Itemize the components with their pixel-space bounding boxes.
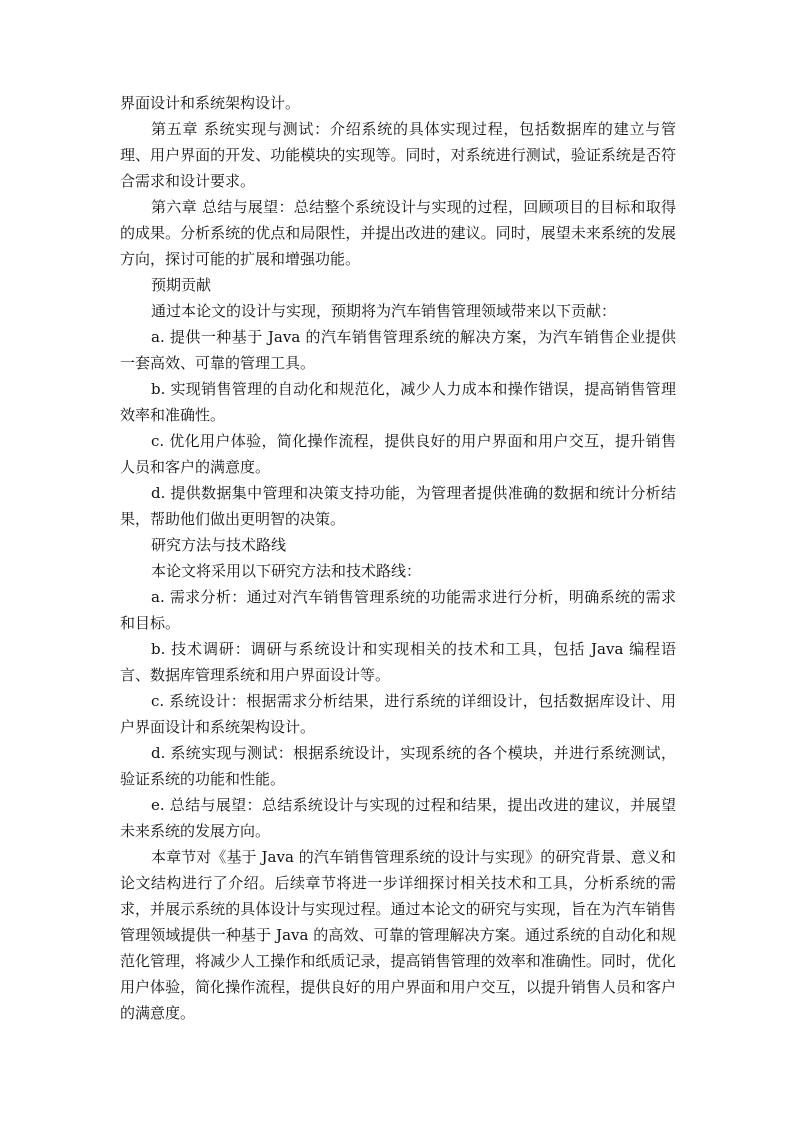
paragraph-chapter-five: 第五章 系统实现与测试：介绍系统的具体实现过程，包括数据库的建立与管理、用户界面的开发、功能模块的实现等。同时，对系统进行测试，验证系统是否符合需求和设计要求。 (120, 120, 676, 190)
list-item-contribution-d: d. 提供数据集中管理和决策支持功能，为管理者提供准确的数据和统计分析结果，帮助他们做出更明智的决策。 (120, 484, 676, 528)
list-item-contribution-c: c. 优化用户体验，简化操作流程，提供良好的用户界面和用户交互，提升销售人员和客户的满意度。 (120, 432, 676, 476)
list-item-contribution-b: b. 实现销售管理的自动化和规范化，减少人力成本和操作错误，提高销售管理效率和准确性。 (120, 380, 676, 424)
paragraph-contributions-intro: 通过本论文的设计与实现，预期将为汽车销售管理领域带来以下贡献： (151, 302, 617, 320)
paragraph-continuation: 界面设计和系统架构设计。 (120, 94, 301, 112)
list-item-contribution-a: a. 提供一种基于 Java 的汽车销售管理系统的解决方案，为汽车销售企业提供一套高效、可靠的管理工具。 (120, 328, 676, 372)
list-item-method-e: e. 总结与展望：总结系统设计与实现的过程和结果，提出改进的建议，并展望未来系统的发展方向。 (120, 796, 676, 840)
list-item-method-c: c. 系统设计：根据需求分析结果，进行系统的详细设计，包括数据库设计、用户界面设计和系统架构设计。 (120, 692, 676, 736)
list-item-method-d: d. 系统实现与测试：根据系统设计，实现系统的各个模块，并进行系统测试，验证系统的功能和性能。 (120, 744, 676, 788)
paragraph-chapter-six: 第六章 总结与展望：总结整个系统设计与实现的过程，回顾项目的目标和取得的成果。分析系统的优点和局限性，并提出改进的建议。同时，展望未来系统的发展方向，探讨可能的扩展和增强功能。 (120, 198, 676, 268)
document-page (120, 90, 676, 1026)
paragraph-methods-intro: 本论文将采用以下研究方法和技术路线： (151, 562, 422, 580)
paragraph-chapter-summary: 本章节对《基于 Java 的汽车销售管理系统的设计与实现》的研究背景、意义和论文结构进行了介绍。后续章节将进一步详细探讨相关技术和工具，分析系统的需求，并展示系统的具体设计与实现过程。通过本论文的研究与实现，旨在为汽车销售管理领域提供一种基于 Java 的高效、可靠的管理解决方案。通过系统的自动化和规范化管理，将减少人工操作和纸质记录，提高销售管理的效率和准确性。同时，优化用户体验，简化操作流程，提供良好的用户界面和用户交互，以提升销售人员和客户的满意度。 (120, 848, 676, 1022)
heading-expected-contributions: 预期贡献 (151, 276, 212, 294)
list-item-method-b: b. 技术调研：调研与系统设计和实现相关的技术和工具，包括 Java 编程语言、数据库管理系统和用户界面设计等。 (120, 640, 676, 684)
heading-research-methods: 研究方法与技术路线 (151, 536, 287, 554)
list-item-method-a: a. 需求分析：通过对汽车销售管理系统的功能需求进行分析，明确系统的需求和目标。 (120, 588, 676, 632)
